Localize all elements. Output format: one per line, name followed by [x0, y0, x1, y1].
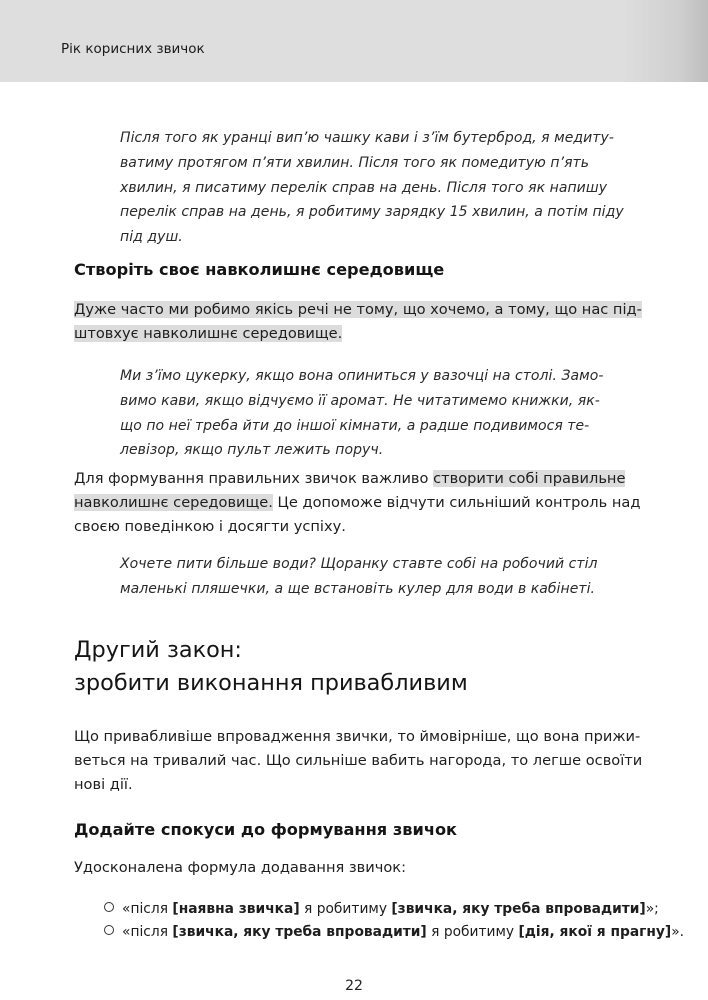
text: Це допоможе відчути сильніший контроль над — [272, 494, 641, 512]
list-item: «після [наявна звичка] я робитиму [звичка, яку треба впровадити]»; — [104, 901, 659, 917]
example-line: перелік справ на день, я робитиму зарядку 15 хвилин, а потім піду — [120, 204, 624, 221]
text: Що привабливіше впровадження звички, то ймовірніше, що вона прижи- — [74, 728, 641, 745]
section-heading-environment: Створіть своє навколишнє середовище — [74, 260, 445, 279]
example-line: Хочете пити більше води? Щоранку ставте собі на робочий стіл — [120, 556, 598, 572]
example-line: що по неї треба йти до іншої кімнати, а радше подивимося те- — [120, 417, 590, 434]
chapter-title — [74, 634, 468, 700]
bullet-circle-icon — [104, 925, 114, 935]
example-quote-1 — [120, 126, 660, 250]
highlighted-text: штовхує навколишнє середовище. — [74, 325, 343, 343]
example-line: Після того як уранці вип’ю чашку кави і з’їм бутерброд, я медиту- — [120, 130, 614, 146]
bullet-circle-icon — [104, 902, 114, 912]
highlighted-text: навколишнє середовище. — [74, 494, 273, 512]
example-quote-3 — [120, 552, 660, 602]
example-line: ватиму протягом п’яти хвилин. Після того як помедитую п’ять — [120, 154, 590, 171]
text: веться на тривалий час. Що сильніше вабить нагорода, то легше освоїти — [74, 752, 643, 770]
example-line: Ми з’їмо цукерку, якщо вона опиниться у вазочці на столі. Замо- — [120, 368, 604, 384]
highlighted-text: Дуже часто ми робимо якісь речі не тому, що хочемо, а тому, що нас під- — [74, 301, 642, 318]
paragraph-environment — [74, 467, 664, 540]
example-line: левізор, якщо пульт лежить поруч. — [120, 442, 384, 459]
example-line: маленькі пляшечки, а ще встановіть кулер для води в кабінеті. — [120, 580, 596, 597]
highlighted-text: створити собі правильне — [433, 470, 626, 487]
text: Для формування правильних звичок важливо — [74, 470, 434, 487]
formula-intro: Удосконалена формула додавання звичок: — [74, 859, 407, 876]
page-number: 22 — [345, 978, 363, 994]
book-title: Рік корисних звичок — [61, 41, 205, 57]
text: нові дії. — [74, 776, 133, 794]
example-line: вимо кави, якщо відчуємо її аромат. Не читатимемо книжки, як- — [120, 392, 600, 409]
text: своєю поведінкою і досягти успіху. — [74, 518, 346, 536]
section-heading-temptations: Додайте спокуси до формування звичок — [74, 820, 458, 839]
list-item: «після [звичка, яку треба впровадити] я робитиму [дія, якої я прагну]». — [104, 924, 684, 940]
chapter-title-line: зробити виконання привабливим — [74, 670, 468, 696]
chapter-title-line: Другий закон: — [74, 637, 242, 663]
example-quote-2 — [120, 364, 660, 463]
example-line: хвилин, я писатиму перелік справ на день. Після того як напишу — [120, 179, 608, 196]
highlighted-paragraph — [74, 298, 654, 346]
example-line: під душ. — [120, 229, 183, 246]
running-header — [0, 0, 708, 82]
paragraph-attractive — [74, 725, 664, 798]
